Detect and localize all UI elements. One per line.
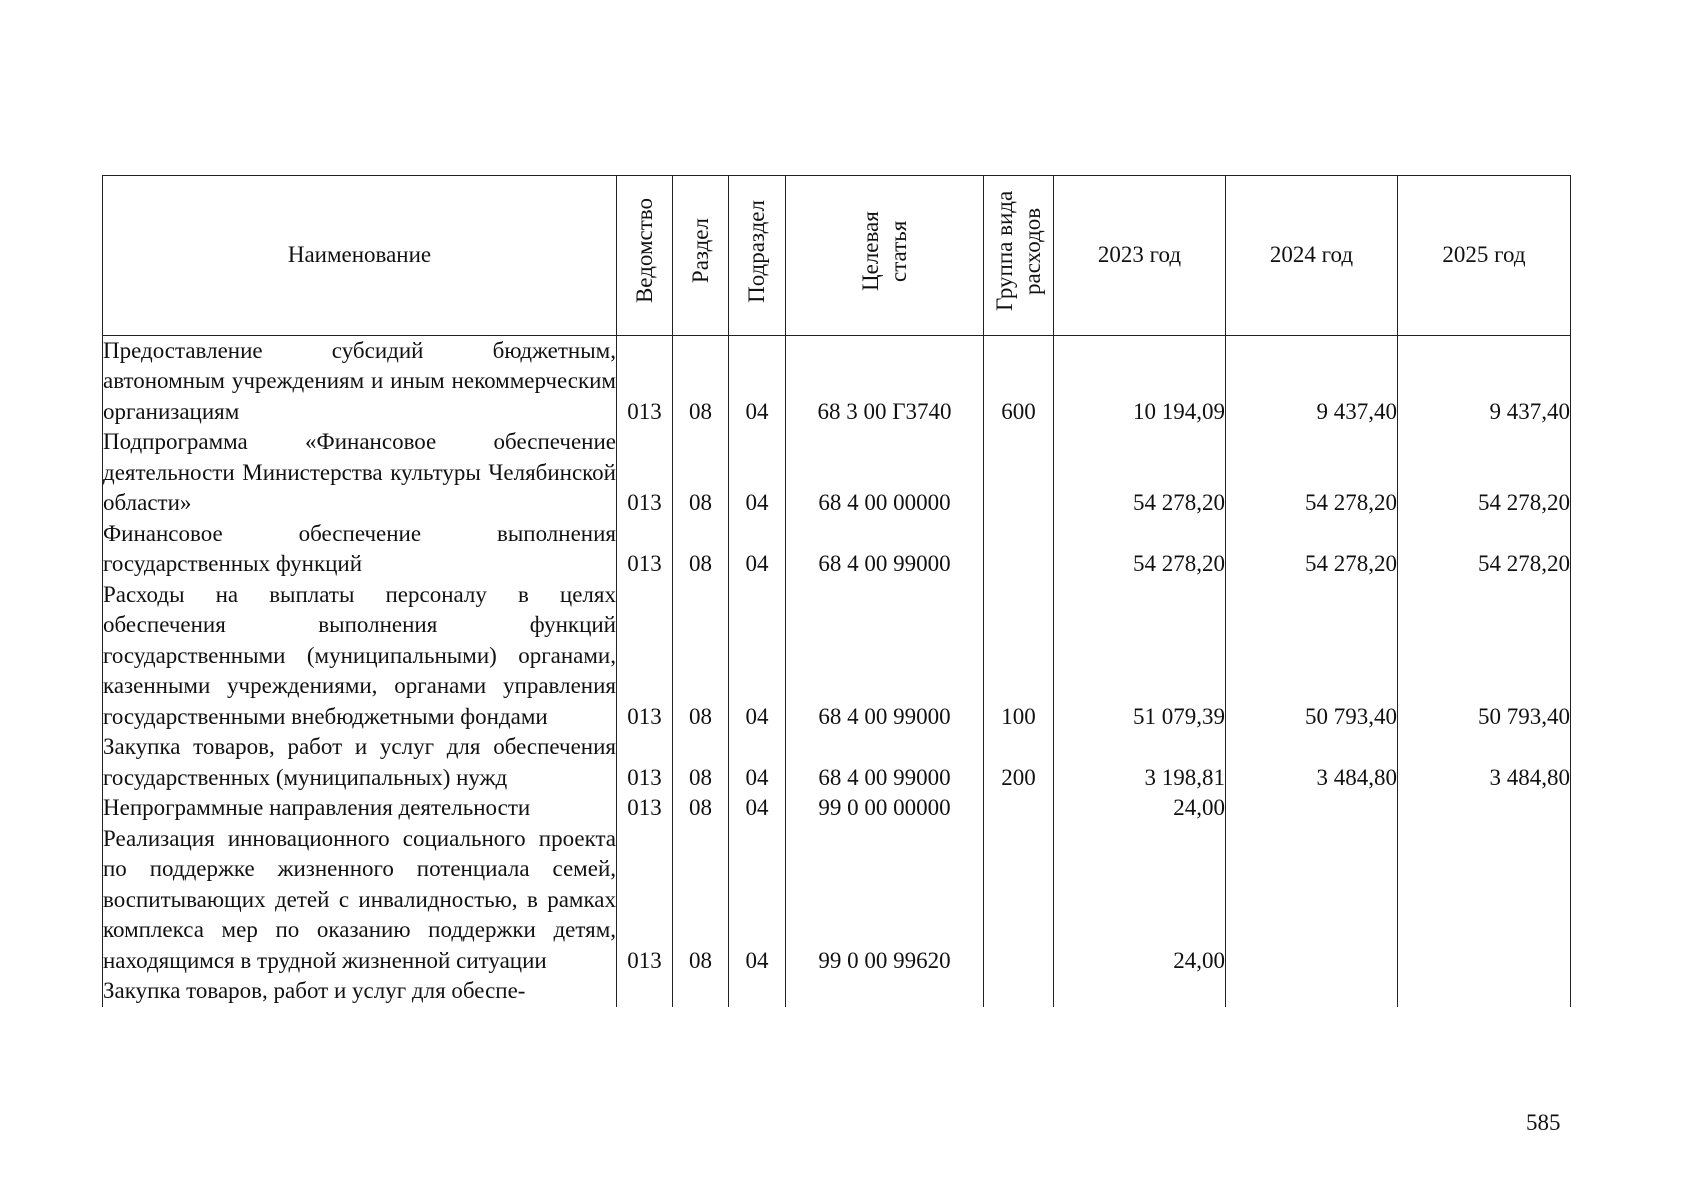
row-gruppa: 200 [984,732,1054,793]
row-2023: 54 278,20 [1054,519,1226,580]
row-podrazdel: 04 [729,335,786,427]
row-gruppa [984,519,1054,580]
header-2024: 2024 год [1226,176,1398,336]
header-2025: 2025 год [1398,176,1571,336]
row-razdel: 08 [673,580,729,733]
row-name: Предоставление субсидий бюджетным, автономным учреждениям и иным некоммерческим организациям [103,335,617,427]
row-2025: 3 484,80 [1398,732,1571,793]
row-vedomstvo [617,976,673,1007]
row-2024: 54 278,20 [1226,519,1398,580]
row-2023: 54 278,20 [1054,427,1226,519]
table-row [103,793,1571,824]
row-2024: 54 278,20 [1226,427,1398,519]
page-number: 585 [1526,1110,1561,1135]
row-2025 [1398,793,1571,824]
header-name: Наименование [103,176,617,336]
header-tselevaya: Целевая статья [786,176,984,336]
row-razdel: 08 [673,427,729,519]
row-podrazdel [729,976,786,1007]
row-2024 [1226,793,1398,824]
table-row [103,519,1571,580]
header-vedomstvo: Ведомство [617,176,673,336]
row-tselevaya: 68 4 00 99000 [786,519,984,580]
row-podrazdel: 04 [729,580,786,733]
table-row [103,335,1571,427]
row-podrazdel: 04 [729,793,786,824]
row-name: Подпрограмма «Финансовое обеспечение деятельности Министерства культуры Челябинской области» [103,427,617,519]
row-vedomstvo: 013 [617,580,673,733]
budget-table [102,175,1571,1007]
row-2023 [1054,976,1226,1007]
row-2025: 50 793,40 [1398,580,1571,733]
row-tselevaya: 99 0 00 00000 [786,793,984,824]
row-2025: 54 278,20 [1398,427,1571,519]
row-2023: 24,00 [1054,793,1226,824]
row-2024 [1226,976,1398,1007]
row-razdel: 08 [673,732,729,793]
row-gruppa: 600 [984,335,1054,427]
header-gruppa: Группа вида расходов [984,176,1054,336]
row-2024: 9 437,40 [1226,335,1398,427]
row-tselevaya: 68 3 00 Г3740 [786,335,984,427]
table-row [103,824,1571,977]
row-vedomstvo: 013 [617,335,673,427]
row-gruppa [984,976,1054,1007]
row-razdel: 08 [673,793,729,824]
row-vedomstvo: 013 [617,427,673,519]
row-2023: 24,00 [1054,824,1226,977]
row-razdel: 08 [673,519,729,580]
row-tselevaya: 99 0 00 99620 [786,824,984,977]
row-razdel [673,976,729,1007]
table-row [103,427,1571,519]
row-2024: 3 484,80 [1226,732,1398,793]
row-tselevaya: 68 4 00 99000 [786,732,984,793]
header-podrazdel: Подраздел [729,176,786,336]
row-razdel: 08 [673,824,729,977]
row-2024 [1226,824,1398,977]
row-gruppa: 100 [984,580,1054,733]
row-podrazdel: 04 [729,519,786,580]
header-razdel: Раздел [673,176,729,336]
row-vedomstvo: 013 [617,824,673,977]
row-tselevaya: 68 4 00 99000 [786,580,984,733]
row-tselevaya [786,976,984,1007]
row-2023: 3 198,81 [1054,732,1226,793]
row-gruppa [984,793,1054,824]
table-row [103,732,1571,793]
row-podrazdel: 04 [729,427,786,519]
row-vedomstvo: 013 [617,793,673,824]
row-2025 [1398,824,1571,977]
row-name: Расходы на выплаты персоналу в целях обеспечения выполнения функций государственными (муниципальными) органами, казенными учреждениями, органами управления государственными внебюджетными фондами [103,580,617,733]
row-razdel: 08 [673,335,729,427]
table-header-row [103,176,1571,336]
row-podrazdel: 04 [729,732,786,793]
row-podrazdel: 04 [729,824,786,977]
row-name: Закупка товаров, работ и услуг для обеспечения государственных (муниципальных) нужд [103,732,617,793]
row-name: Реализация инновационного социального проекта по поддержке жизненного потенциала семей, воспитывающих детей с инвалидностью, в рамках комплекса мер по оказанию поддержки детям, находящимся в трудной жизненной ситуации [103,824,617,977]
row-2025 [1398,976,1571,1007]
row-vedomstvo: 013 [617,732,673,793]
row-gruppa [984,824,1054,977]
row-gruppa [984,427,1054,519]
row-2023: 10 194,09 [1054,335,1226,427]
table-row [103,976,1571,1007]
row-tselevaya: 68 4 00 00000 [786,427,984,519]
row-vedomstvo: 013 [617,519,673,580]
row-name: Финансовое обеспечение выполнения государственных функций [103,519,617,580]
row-2024: 50 793,40 [1226,580,1398,733]
row-name: Непрограммные направления деятельности [103,793,617,824]
header-2023: 2023 год [1054,176,1226,336]
row-2025: 9 437,40 [1398,335,1571,427]
row-2025: 54 278,20 [1398,519,1571,580]
table-row [103,580,1571,733]
row-name: Закупка товаров, работ и услуг для обеспе- [103,976,617,1007]
row-2023: 51 079,39 [1054,580,1226,733]
